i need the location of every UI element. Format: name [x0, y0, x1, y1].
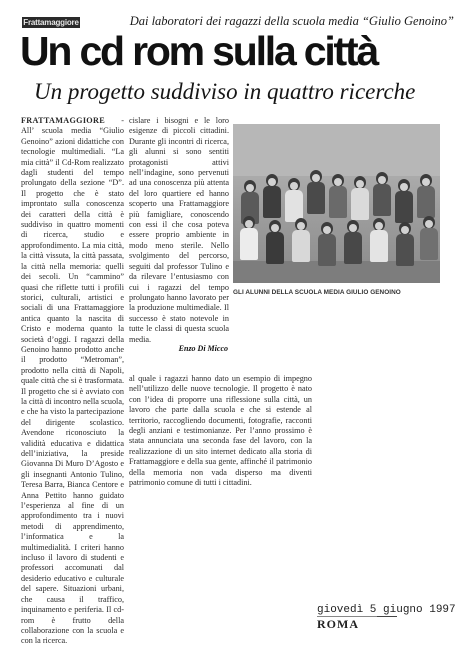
student-figure: [393, 222, 417, 272]
student-figure: [305, 170, 327, 220]
publication-stamp: [317, 604, 456, 632]
column-1-text: - All’ scuola media “Giulio Genoino” azioni didattiche con tecnologie multimediali. “La mia città” il Cd-Rom realizzato dagli studenti del tempo prolungato della sezione “D”. Il progetto che è stato improntato sulla conoscenza dei caratteri della città è suddiviso in quattro momenti di ricerca, studio e approfondimento. La mia città, la città vissuta, la città passata, la città nella memoria: quelli dei secoli. Un “cammino” quasi che riflette tutti i profili storici, culturali, artistici e sociali di una Frattamaggiore antica quanto la nascita di Cristo e moderna quanto la società d’oggi. I ragazzi della Genoino hanno prodotto anche il prodotto “Metroman”, prodotto nella città di Napoli, quale città che si è trasformata. Il progetto che si è avviato con la città di incontro nella scuola, e che ha visto la partecipazione del dirigente scolastico. Avendone riconosciuto la validità educativa e didattica dell’iniziativa, la preside Giovanna Di Muro D’Agosto e gli insegnanti Antonio Tulino, Teresa Barra, Bianca Centore e Anna Pettito hanno guidato l’esperienza al fine di un approfondimento tra i nuovi metodi di apprendimento, l’informatica e la multimedialità. I criteri hanno incluso il lavoro di studenti e professori accomunati dal desiderio educativo e culturale del sapere. Situazioni urbani, che causa il traffico, inquinamento e periferia. Il cd-rom è frutto della collaborazione con la scuola e con la ricerca.: [21, 116, 124, 646]
student-figure: [341, 220, 365, 270]
kicker: Dai laboratori dei ragazzi della scuola media “Giulio Genoino”: [129, 14, 454, 28]
student-figure: [367, 218, 391, 268]
column-2-text: cislare i bisogni e le loro esigenze di piccoli cittadini. Durante gli incontri di ricerca, gli alunni si sono sentiti protagonisti attivi nell’indagine, sono pervenuti ad una conoscenza più attenta del loro quartiere ed hanno scoperto una Frattamaggiore più famigliare, conoscendo con essi il che cosa poteva essere proprio ambiente in modo meno sterile. Nello svolgimento del percorso, seguiti dal professor Tulino e da rilevare l’entusiasmo con cui i ragazzi del tempo prolungato hanno lavorato per la produzione multimediale. Il successo è stato notevole in tutte le classi di questa scuola media.: [129, 116, 229, 344]
article-column-2: [129, 116, 229, 346]
article-column-1: [21, 116, 124, 646]
photo-caption: GLI ALUNNI DELLA SCUOLA MEDIA GIULIO GENOINO: [233, 289, 401, 296]
student-figure: [371, 172, 393, 222]
class-photo: [233, 124, 440, 283]
article-column-3: [129, 374, 312, 666]
student-figure: [417, 216, 441, 266]
newspaper-name: ROMA: [317, 616, 377, 632]
headline: Un cd rom sulla città: [20, 28, 378, 74]
student-figure: [237, 216, 261, 266]
student-figure: [315, 222, 339, 272]
subheadline: Un progetto suddiviso in quattro ricerche: [34, 79, 416, 104]
publication-date: giovedì 5 giugno 1997: [317, 604, 456, 616]
dateline: FRATTAMAGGIORE: [21, 116, 105, 125]
student-figure: [263, 220, 287, 270]
photo-byline: Enzo Di Micco: [178, 344, 228, 353]
student-figure: [289, 218, 313, 268]
section-tag: Frattamaggiore: [23, 18, 79, 27]
student-figure: [327, 174, 349, 224]
column-3-text: al quale i ragazzi hanno dato un esempio di impegno nell’utilizzo delle nuove tecnologie. Il progetto è nato con l’idea di proporre una riflessione sulla città, un lavoro che parte dalla scuola e che si estende al territorio, raccogliendo documenti, fotografie, racconti degli anziani e testimonianze. Per l’anno prossimo è stata annunciata una seconda fase del lavoro, con la realizzazione di un sito internet dedicato alla storia di Frattamaggiore e della sua gente, affinché il patrimonio della memoria non vada disperso ma diventi patrimonio comune di tutti i cittadini.: [129, 374, 312, 488]
student-figure: [261, 174, 283, 224]
